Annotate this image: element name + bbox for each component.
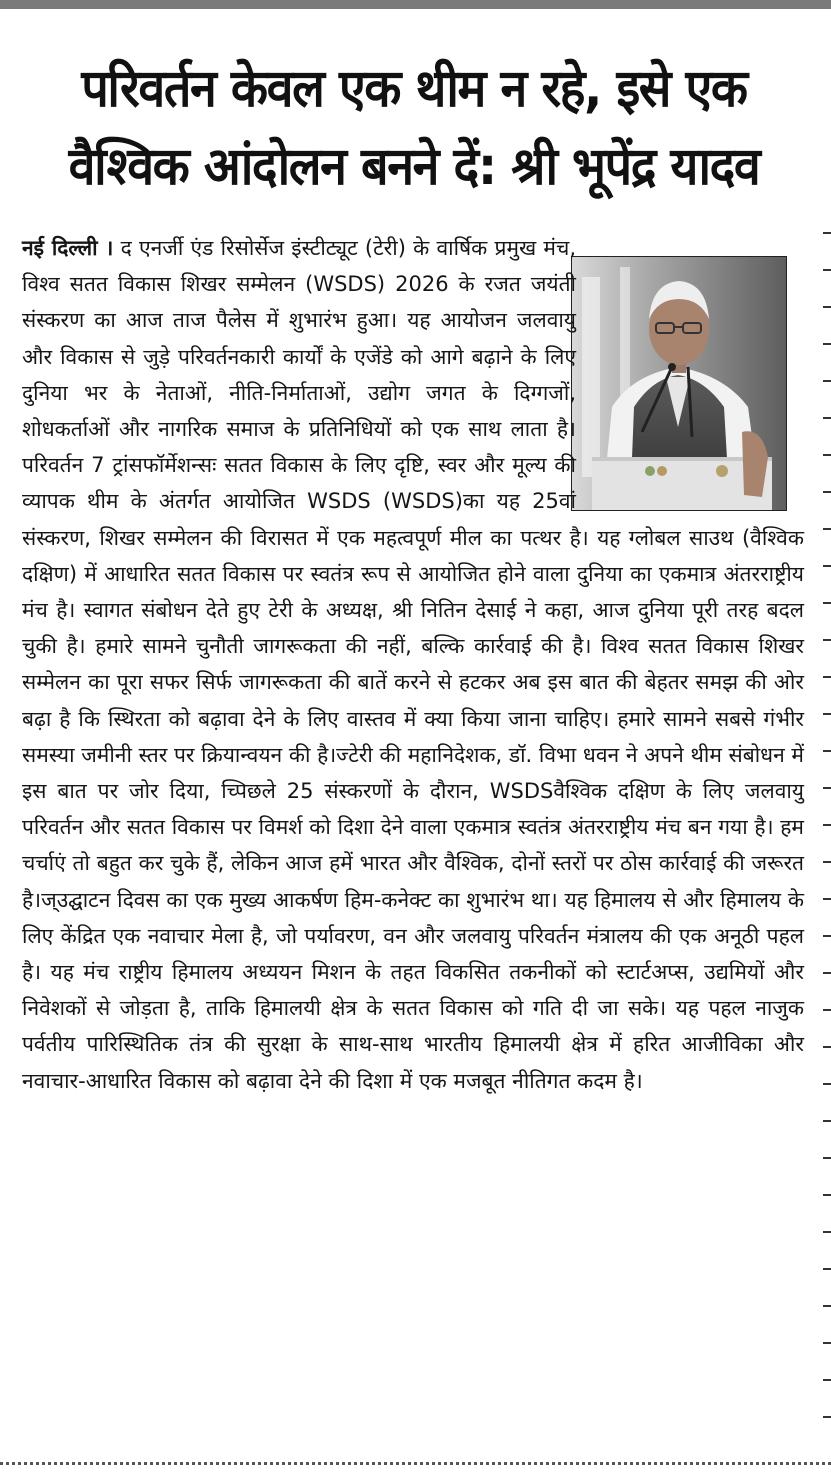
dateline: नई दिल्ली । — [22, 236, 114, 260]
top-rule — [0, 0, 831, 9]
headline — [42, 50, 786, 206]
headline-line-1: परिवर्तन केवल एक थीम न रहे, इसे एक — [81, 59, 747, 119]
bottom-rule — [0, 1462, 831, 1465]
article-body — [22, 230, 804, 1099]
column-rule-marks — [818, 232, 831, 1442]
article-text: द एनर्जी एंड रिसोर्सेज इंस्टीट्यूट (टेरी) के वार्षिक प्रमुख मंच, विश्व सतत विकास शिखर सम्मेलन (WSDS) 2026 के रजत जयंती संस्करण का आज ताज पैलेस में शुभारंभ हुआ। यह आयोजन जलवायु और विकास से जुड़े परिवर्तनकारी कार्यों के एजेंडे को आगे बढ़ाने के लिए दुनिया भर के नेताओं, नीति-निर्माताओं, उद्योग जगत के दिग्गजों, शोधकर्ताओं और नागरिक समाज के प्रतिनिधियों को एक साथ लाता है। परिवर्तन 7 ट्रांसफॉर्मेशन्सः सतत विकास के लिए दृष्टि, स्वर और मूल्य की व्यापक थीम के अंतर्गत आयोजित WSDS (WSDS)का यह 25वां संस्करण, शिखर सम्मेलन की विरासत में एक महत्वपूर्ण मील का पत्थर है। यह ग्लोबल साउथ (वैश्विक दक्षिण) में आधारित सतत विकास पर स्वतंत्र रूप से आयोजित होने वाला दुनिया का एकमात्र अंतरराष्ट्रीय मंच है। स्वागत संबोधन देते हुए टेरी के अध्यक्ष, श्री नितिन देसाई ने कहा, आज दुनिया पूरी तरह बदल चुकी है। हमारे सामने चुनौती जागरूकता की नहीं, बल्कि कार्रवाई की है। विश्व सतत विकास शिखर सम्मेलन का पूरा सफर सिर्फ जागरूकता की बातें करने से हटकर अब इस बात की बेहतर समझ की ओर बढ़ा है कि स्थिरता को बढ़ावा देने के लिए वास्तव में क्या किया जाना चाहिए। हमारे सामने सबसे गंभीर समस्या जमीनी स्तर पर क्रियान्वयन की है।ज्टेरी की महानिदेशक, डॉ. विभा धवन ने अपने थीम संबोधन में इस बात पर जोर दिया, च्पिछले 25 संस्करणों के दौरान, WSDSवैश्विक दक्षिण के लिए जलवायु परिवर्तन और सतत विकास पर विमर्श को दिशा देने वाला एकमात्र स्वतंत्र अंतरराष्ट्रीय मंच बन गया है। हम चर्चाएं तो बहुत कर चुके हैं, लेकिन आज हमें भारत और वैश्विक, दोनों स्तरों पर ठोस कार्रवाई की जरूरत है।ज्उद्घाटन दिवस का एक मुख्य आकर्षण हिम-कनेक्ट का शुभारंभ था। यह हिमालय से और हिमालय के लिए केंद्रित एक नवाचार मेला है, जो पर्यावरण, वन और जलवायु परिवर्तन मंत्रालय की एक अनूठी पहल है। यह मंच राष्ट्रीय हिमालय अध्ययन मिशन के तहत विकसित तकनीकों को स्टार्टअप्स, उद्यमियों और निवेशकों से जोड़ता है, ताकि हिमालयी क्षेत्र के सतत विकास को गति दी जा सके। यह पहल नाजुक पर्वतीय पारिस्थितिक तंत्र की सुरक्षा के साथ-साथ भारतीय हिमालयी क्षेत्र में हरित आजीविका और नवाचार-आधारित विकास को बढ़ावा देने की दिशा में एक मजबूत नीतिगत कदम है। — [22, 236, 804, 1093]
photo-spacer — [576, 230, 804, 514]
headline-line-2: वैश्विक आंदोलन बनने दें: श्री भूपेंद्र यादव — [68, 137, 760, 197]
